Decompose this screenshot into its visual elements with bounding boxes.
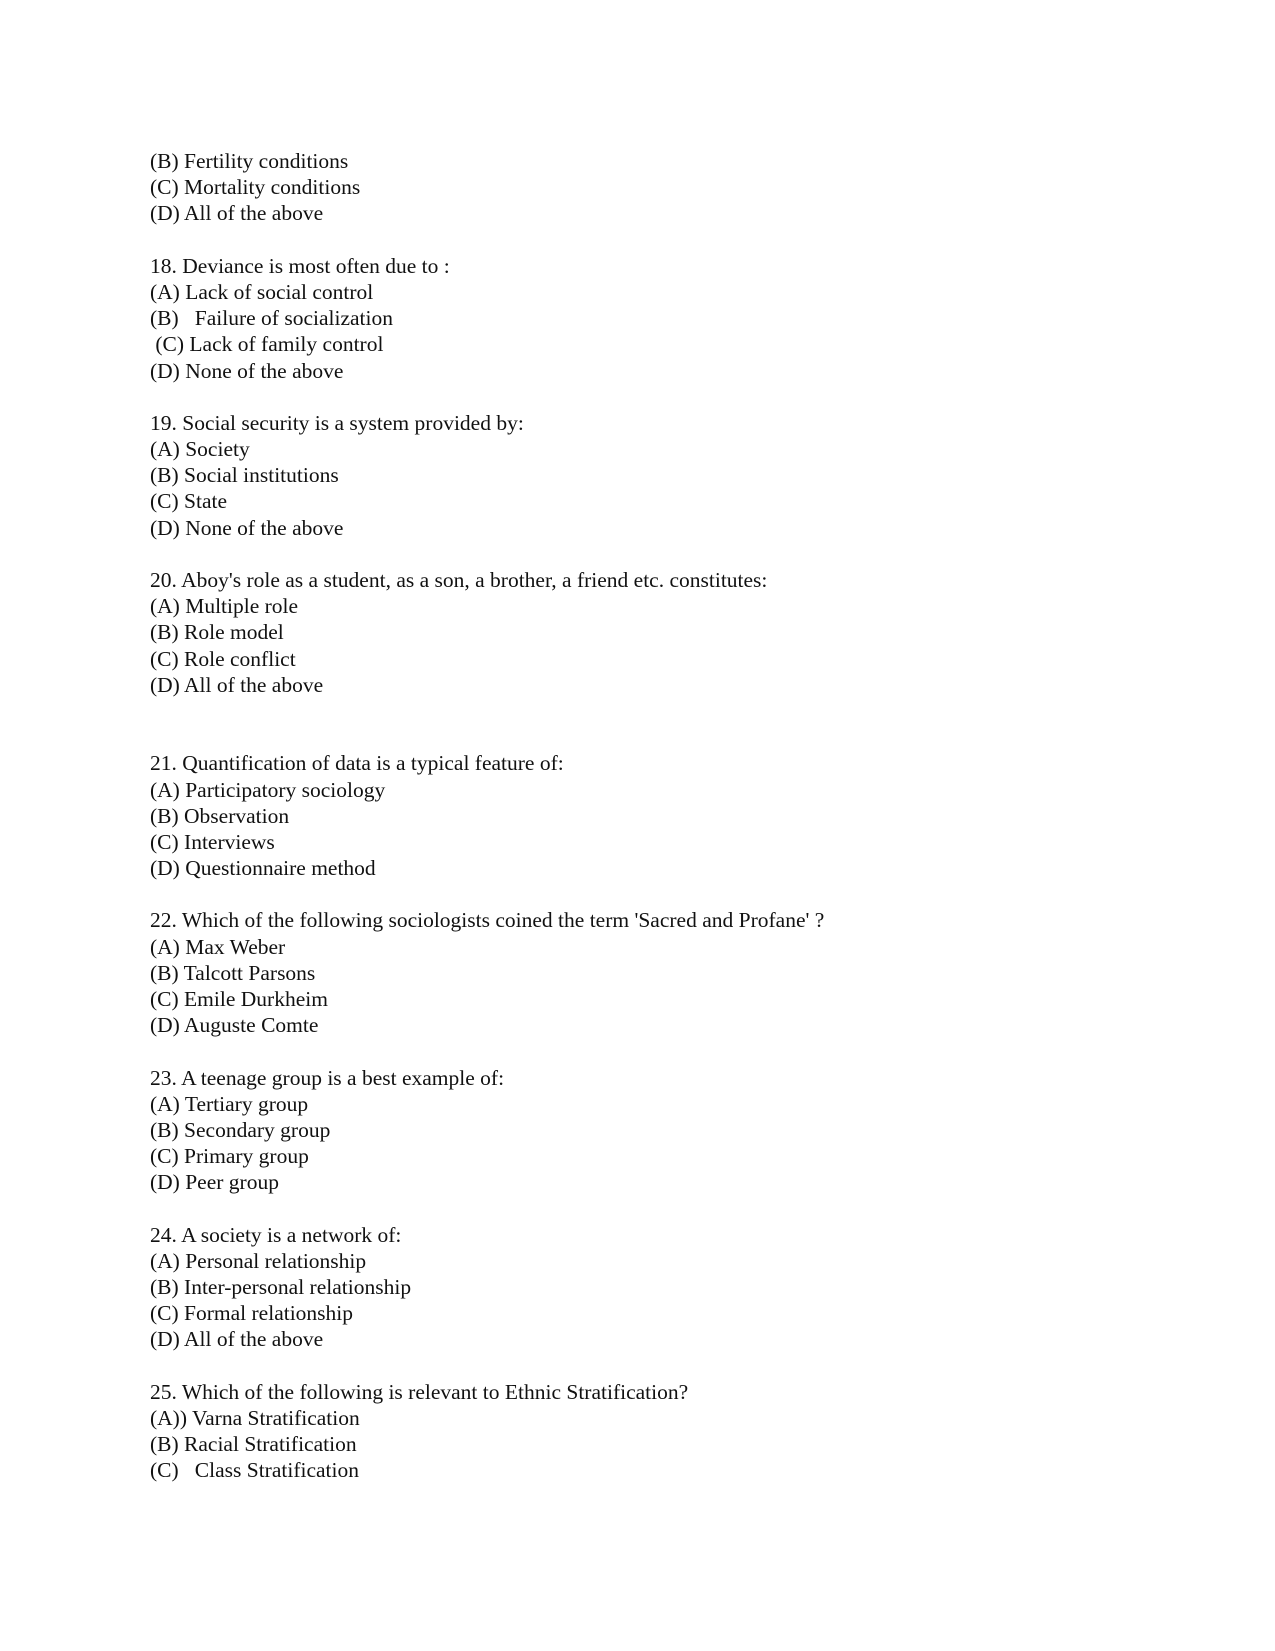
question-stem: 24. A society is a network of: bbox=[150, 1222, 402, 1247]
option-c: (C) State bbox=[150, 489, 228, 514]
option-c: (C) Formal relationship bbox=[150, 1301, 354, 1326]
option-c: (C) Mortality conditions bbox=[150, 175, 361, 200]
option-d: (D) Auguste Comte bbox=[150, 1013, 319, 1038]
option-c: (C) Class Stratification bbox=[150, 1458, 359, 1483]
option-b: (B) Fertility conditions bbox=[150, 149, 349, 173]
option-d: (D) Peer group bbox=[150, 1170, 279, 1195]
option-b: (B) Talcott Parsons bbox=[150, 960, 316, 985]
option-d: (D) All of the above bbox=[150, 1327, 324, 1352]
option-c: (C) Lack of family control bbox=[150, 332, 384, 357]
question-list bbox=[150, 148, 1150, 1484]
question-stem: 22. Which of the following sociologists coined the term 'Sacred and Profane' ? bbox=[150, 908, 825, 933]
option-b: (B) Social institutions bbox=[150, 463, 339, 488]
option-a: (A) Society bbox=[150, 437, 250, 462]
question-stem: 19. Social security is a system provided by: bbox=[150, 410, 524, 435]
question-21 bbox=[150, 750, 1150, 881]
option-b: (B) Secondary group bbox=[150, 1117, 331, 1142]
option-d: (D) Questionnaire method bbox=[150, 856, 376, 881]
question-22 bbox=[150, 907, 1150, 1038]
question-17-continued bbox=[150, 148, 1150, 227]
question-stem: 20. Aboy's role as a student, as a son, a brother, a friend etc. constitutes: bbox=[150, 568, 768, 592]
question-20 bbox=[150, 567, 1150, 698]
question-18 bbox=[150, 253, 1150, 384]
option-c: (C) Emile Durkheim bbox=[150, 987, 328, 1012]
question-24 bbox=[150, 1222, 1150, 1353]
option-b: (B) Inter-personal relationship bbox=[150, 1275, 412, 1300]
option-a: (A) Personal relationship bbox=[150, 1248, 367, 1273]
option-d: (D) All of the above bbox=[150, 672, 324, 697]
question-stem: 18. Deviance is most often due to : bbox=[150, 253, 450, 278]
question-19 bbox=[150, 410, 1150, 541]
option-a: (A) Tertiary group bbox=[150, 1091, 309, 1116]
question-stem: 23. A teenage group is a best example of: bbox=[150, 1065, 505, 1090]
option-a: (A) Multiple role bbox=[150, 594, 299, 619]
option-b: (B) Failure of socialization bbox=[150, 306, 393, 331]
question-stem: 25. Which of the following is relevant to Ethnic Stratification? bbox=[150, 1379, 689, 1404]
option-b: (B) Racial Stratification bbox=[150, 1432, 357, 1457]
option-c: (C) Primary group bbox=[150, 1144, 309, 1169]
question-stem: 21. Quantification of data is a typical feature of: bbox=[150, 751, 564, 776]
question-23 bbox=[150, 1065, 1150, 1196]
option-c: (C) Interviews bbox=[150, 829, 275, 854]
question-25 bbox=[150, 1379, 1150, 1484]
option-a: (A) Max Weber bbox=[150, 934, 286, 959]
option-d: (D) None of the above bbox=[150, 515, 344, 540]
option-a: (A) Participatory sociology bbox=[150, 777, 386, 802]
option-b: (B) Observation bbox=[150, 803, 290, 828]
option-a: (A)) Varna Stratification bbox=[150, 1406, 360, 1431]
option-a: (A) Lack of social control bbox=[150, 279, 374, 304]
option-d: (D) None of the above bbox=[150, 358, 344, 383]
option-b: (B) Role model bbox=[150, 620, 284, 645]
option-d: (D) All of the above bbox=[150, 201, 324, 226]
option-c: (C) Role conflict bbox=[150, 646, 296, 671]
